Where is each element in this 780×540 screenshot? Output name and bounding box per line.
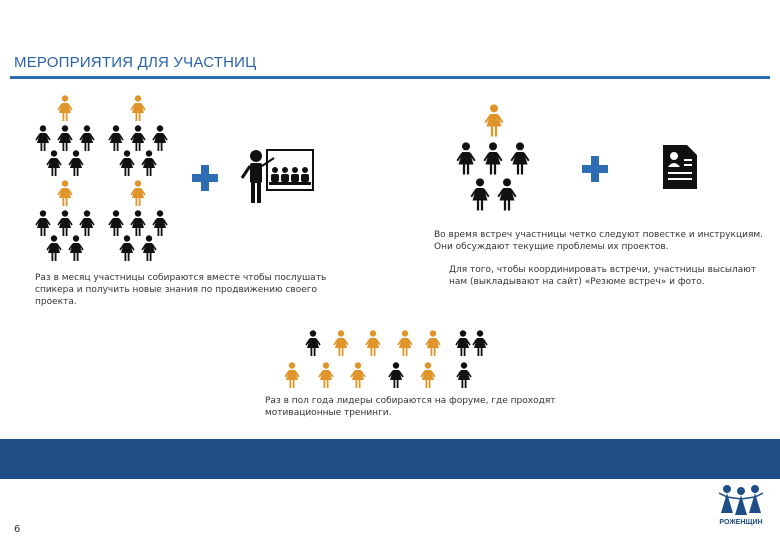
monthly-meeting-text: Раз в месяц участницы собираются вместе чтобы послушать спикера и получить новые знания по продвижению своего проекта. (35, 273, 327, 307)
plus-icon (582, 156, 608, 182)
person-icon (68, 150, 84, 176)
person-icon (79, 125, 95, 151)
page-number: 6 (14, 524, 21, 535)
person-icon (456, 362, 472, 388)
person-icon (119, 235, 135, 261)
person-icon (57, 180, 73, 206)
meeting-summary-text: Для того, чтобы координировать встречи, участницы высылают нам (выкладывают на сайт) «Резюме встреч» и фото. (449, 265, 757, 287)
organization-logo (715, 483, 767, 533)
person-icon (333, 330, 349, 356)
person-icon (68, 235, 84, 261)
person-icon (57, 95, 73, 121)
person-icon (119, 150, 135, 176)
person-icon (425, 330, 441, 356)
person-icon (141, 235, 157, 261)
person-icon (455, 330, 471, 356)
person-icon (397, 330, 413, 356)
forum-text: Раз в пол года лидеры собираются на форуме, где проходят мотивационные тренинги. (265, 396, 556, 418)
person-icon (130, 95, 146, 121)
person-icon (484, 104, 504, 137)
logo-text: РОЖЕНЩИН (719, 519, 763, 526)
logo-figures-icon (715, 483, 767, 519)
person-icon (108, 125, 124, 151)
person-icon (152, 210, 168, 236)
person-icon (470, 178, 490, 211)
person-icon (141, 150, 157, 176)
footer-band (0, 439, 780, 479)
page-title: МЕРОПРИЯТИЯ ДЛЯ УЧАСТНИЦ (14, 54, 257, 71)
person-icon (388, 362, 404, 388)
person-icon (130, 125, 146, 151)
person-icon (35, 210, 51, 236)
person-icon (57, 210, 73, 236)
person-icon (318, 362, 334, 388)
person-icon (456, 142, 476, 175)
plus-icon (192, 165, 218, 191)
document-icon (663, 145, 697, 189)
person-icon (497, 178, 517, 211)
person-icon (130, 180, 146, 206)
person-icon (46, 150, 62, 176)
person-icon (510, 142, 530, 175)
meeting-agenda-text: Во время встреч участницы четко следуют повестке и инструкциям. Они обсуждают текущие проблемы их проектов. (434, 230, 764, 252)
title-divider (10, 76, 770, 79)
person-icon (108, 210, 124, 236)
person-icon (472, 330, 488, 356)
person-icon (152, 125, 168, 151)
person-icon (130, 210, 146, 236)
person-icon (46, 235, 62, 261)
person-icon (350, 362, 366, 388)
person-icon (79, 210, 95, 236)
person-icon (35, 125, 51, 151)
person-icon (365, 330, 381, 356)
person-icon (420, 362, 436, 388)
person-icon (284, 362, 300, 388)
person-icon (305, 330, 321, 356)
person-icon (57, 125, 73, 151)
speaker-audience-icon (240, 148, 315, 206)
person-icon (483, 142, 503, 175)
